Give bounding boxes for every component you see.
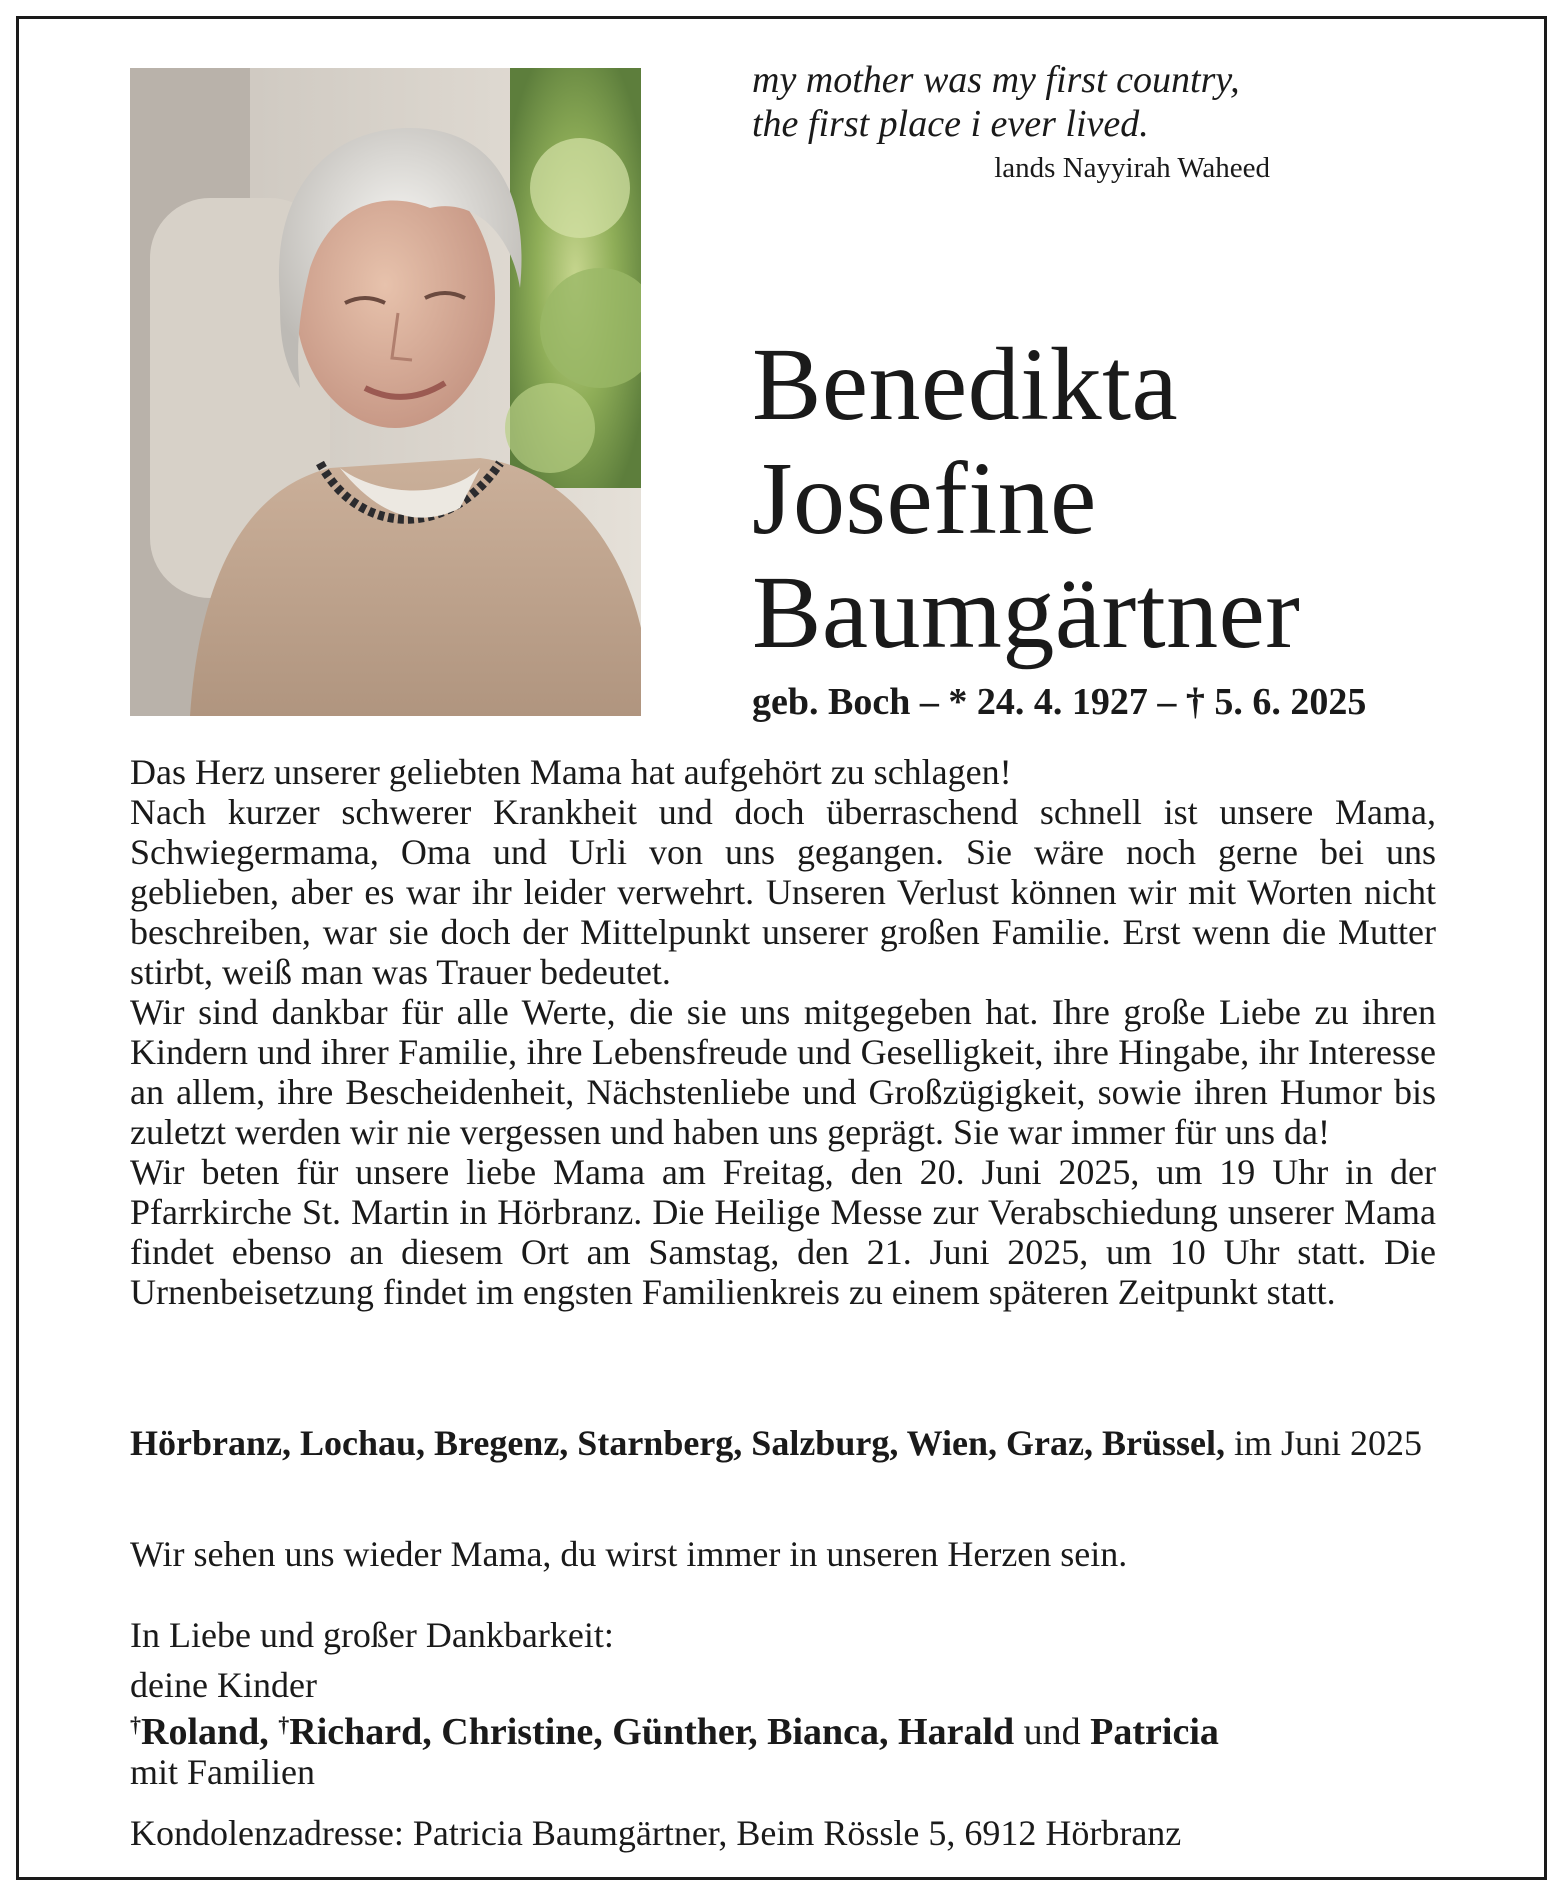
quote-line-2: the first place i ever lived. [752, 103, 1149, 145]
signoff-line-2: deine Kinder [130, 1665, 317, 1705]
signoff [130, 1610, 614, 1710]
cross-icon: † [278, 1712, 290, 1737]
closing-line: Wir sehen uns wieder Mama, du wirst immer in unseren Herzen sein. [130, 1534, 1128, 1574]
families-text: mit Familien [130, 1752, 315, 1792]
locations-line [130, 1423, 1436, 1463]
life-dates: geb. Boch – * 24. 4. 1927 – † 5. 6. 2025 [752, 681, 1367, 723]
last-name: Baumgärtner [752, 555, 1301, 670]
first-name: Benedikta [752, 327, 1179, 442]
portrait-photo [130, 68, 641, 716]
cross-icon: † [130, 1712, 141, 1737]
epigraph-quote [752, 58, 1272, 146]
child-roland: Roland, [141, 1711, 269, 1753]
quote-line-1: my mother was my first country, [752, 59, 1240, 101]
condolence-address: Kondolenzadresse: Patricia Baumgärtner, Beim Rössle 5, 6912 Hörbranz [130, 1813, 1182, 1853]
children-names: Richard, Christine, Günther, Bianca, Harald [289, 1711, 1015, 1753]
deceased-name [752, 328, 1300, 670]
date-text: im Juni 2025 [1225, 1423, 1423, 1463]
children-list [130, 1705, 1219, 1792]
obituary-text [130, 752, 1436, 1312]
quote-author: lands Nayyirah Waheed [994, 152, 1270, 184]
paragraph-3: Wir sind dankbar für alle Werte, die sie uns mitgegeben hat. Ihre große Liebe zu ihren Kindern und ihrer Familie, ihre Lebensfreude und Geselligkeit, ihre Hingabe, ihr Interesse an allem, ihre Bescheidenheit, Nächstenliebe und Großzügigkeit, sowie ihren Humor bis zuletzt werden wir nie vergessen und haben uns geprägt. Sie war immer für uns da! [130, 992, 1436, 1152]
paragraph-2: Nach kurzer schwerer Krankheit und doch überraschend schnell ist unsere Mama, Schwiegermama, Oma und Urli von uns gegangen. Sie wäre noch gerne bei uns geblieben, aber es war ihr leider verwehrt. Unseren Verlust können wir mit Worten nicht beschreiben, war sie doch der Mittelpunkt unserer großen Familie. Erst wenn die Mutter stirbt, weiß man was Trauer bedeutet. [130, 792, 1436, 992]
places: Hörbranz, Lochau, Bregenz, Starnberg, Salzburg, Wien, Graz, Brüssel, [130, 1423, 1225, 1463]
and-word: und [1014, 1711, 1091, 1753]
child-patricia: Patricia [1090, 1711, 1219, 1753]
signoff-line-1: In Liebe und großer Dankbarkeit: [130, 1615, 614, 1655]
paragraph-1: Das Herz unserer geliebten Mama hat aufgehört zu schlagen! [130, 752, 1012, 792]
paragraph-4: Wir beten für unsere liebe Mama am Freitag, den 20. Juni 2025, um 19 Uhr in der Pfarrkirche St. Martin in Hörbranz. Die Heilige Messe zur Verabschiedung unserer Mama findet ebenso an diesem Ort am Samstag, den 21. Juni 2025, um 10 Uhr statt. Die Urnenbeisetzung findet im engsten Familienkreis zu einem späteren Zeitpunkt statt. [130, 1152, 1436, 1312]
middle-name: Josefine [752, 441, 1097, 556]
